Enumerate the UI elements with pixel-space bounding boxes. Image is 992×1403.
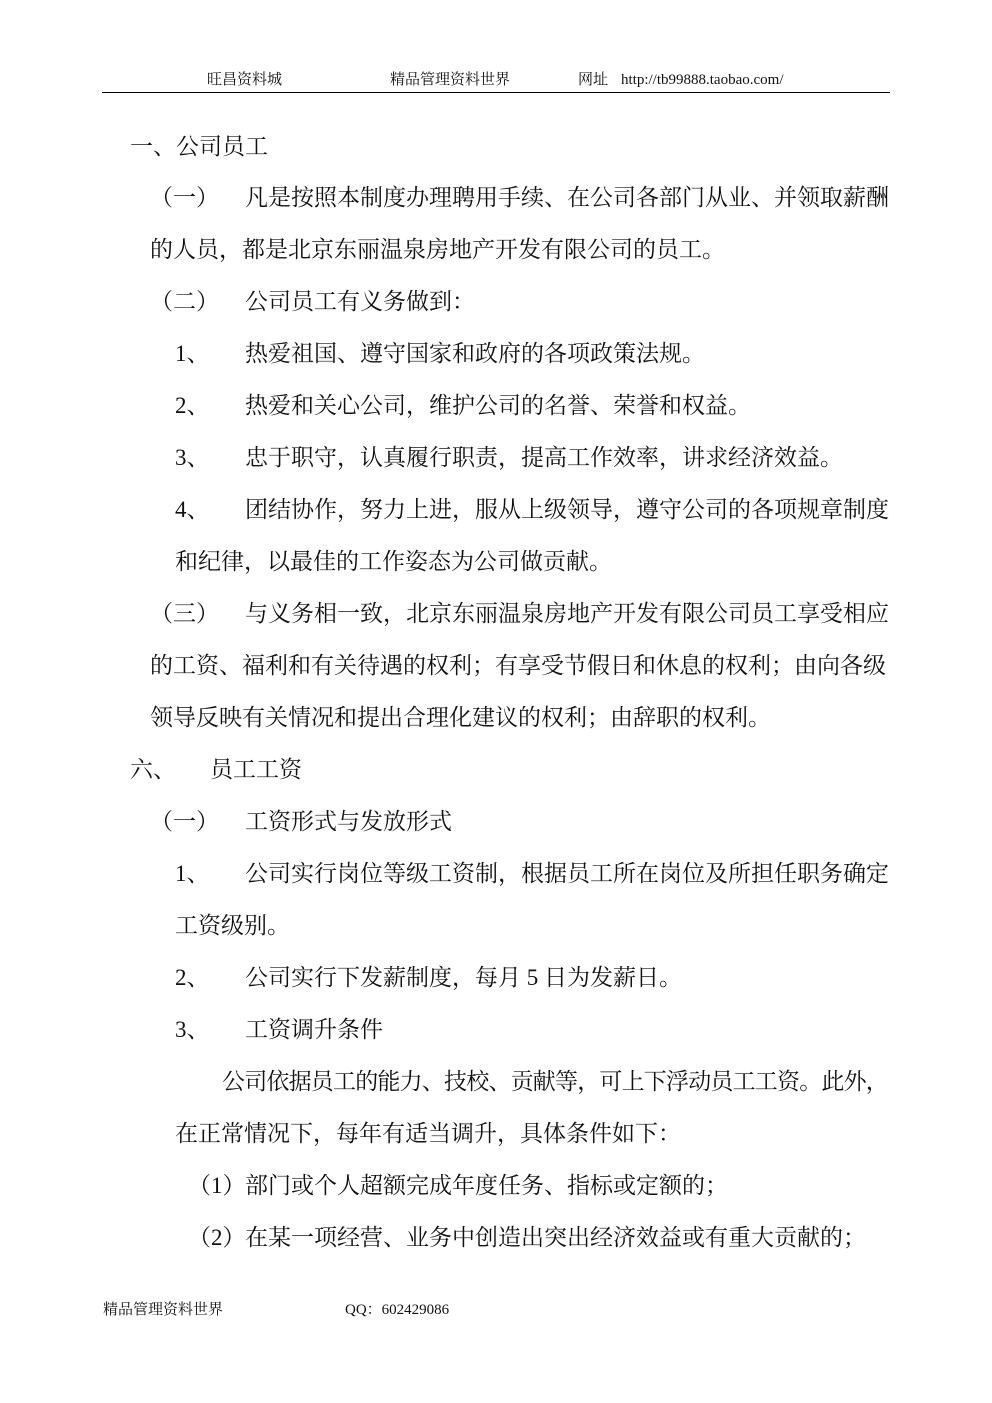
section-heading: 一、公司员工 [130, 134, 268, 159]
clause-label: （一） [150, 185, 219, 210]
header-site-name: 旺昌资料城 [207, 72, 283, 88]
item-label: 1、 [175, 861, 210, 886]
item-text-line: 忠于职守，认真履行职责，提高工作效率，讲求经济效益。 [245, 445, 843, 470]
clause-text-line: 工资形式与发放形式 [245, 809, 452, 834]
section-number: 六、 [130, 757, 176, 782]
item-label: 3、 [175, 1017, 210, 1042]
clause-text-line: 的人员，都是北京东丽温泉房地产开发有限公司的员工。 [150, 237, 725, 262]
header-url: http://tb99888.taobao.com/ [621, 72, 784, 88]
clause-text-line: 公司员工有义务做到： [245, 289, 475, 314]
header-slogan: 精品管理资料世界 [390, 72, 511, 88]
clause-text-line: 凡是按照本制度办理聘用手续、在公司各部门从业、并领取薪酬 [245, 185, 889, 210]
item-text-line: 和纪律，以最佳的工作姿态为公司做贡献。 [175, 549, 612, 574]
item-text-line: 热爱祖国、遵守国家和政府的各项政策法规。 [245, 341, 705, 366]
clause-text-line: 的工资、福利和有关待遇的权利；有享受节假日和休息的权利；由向各级 [150, 653, 886, 678]
clause-label: （一） [150, 809, 219, 834]
item-text-line: 工资级别。 [175, 913, 290, 938]
item-text-line: 热爱和关心公司，维护公司的名誉、荣誉和权益。 [245, 393, 751, 418]
header-url-label: 网址 [578, 72, 609, 88]
section-title: 员工工资 [210, 757, 302, 782]
footer-slogan: 精品管理资料世界 [103, 1302, 224, 1318]
footer-qq: QQ：602429086 [345, 1302, 450, 1318]
clause-text-line: 与义务相一致，北京东丽温泉房地产开发有限公司员工享受相应 [245, 601, 889, 626]
condition-label: （1） [188, 1173, 246, 1198]
condition-text: 在某一项经营、业务中创造出突出经济效益或有重大贡献的； [245, 1225, 866, 1250]
condition-text: 部门或个人超额完成年度任务、指标或定额的； [245, 1173, 728, 1198]
item-text-line: 公司实行岗位等级工资制，根据员工所在岗位及所担任职务确定 [245, 861, 889, 886]
clause-text-line: 领导反映有关情况和提出合理化建议的权利；由辞职的权利。 [150, 705, 771, 730]
item-label: 4、 [175, 497, 210, 522]
item-label: 2、 [175, 965, 210, 990]
condition-label: （2） [188, 1225, 246, 1250]
item-label: 2、 [175, 393, 210, 418]
item-text-line: 工资调升条件 [245, 1017, 383, 1042]
paragraph-line: 公司依据员工的能力、技校、贡献等，可上下浮动员工工资。此外， [222, 1069, 889, 1094]
item-label: 3、 [175, 445, 210, 470]
paragraph-line: 在正常情况下，每年有适当调升，具体条件如下： [175, 1121, 681, 1146]
item-label: 1、 [175, 341, 210, 366]
clause-label: （二） [150, 289, 219, 314]
item-text-line: 公司实行下发薪制度，每月 5 日为发薪日。 [245, 965, 682, 990]
clause-label: （三） [150, 601, 219, 626]
item-text-line: 团结协作，努力上进，服从上级领导，遵守公司的各项规章制度 [245, 497, 889, 522]
header-rule [102, 92, 890, 93]
